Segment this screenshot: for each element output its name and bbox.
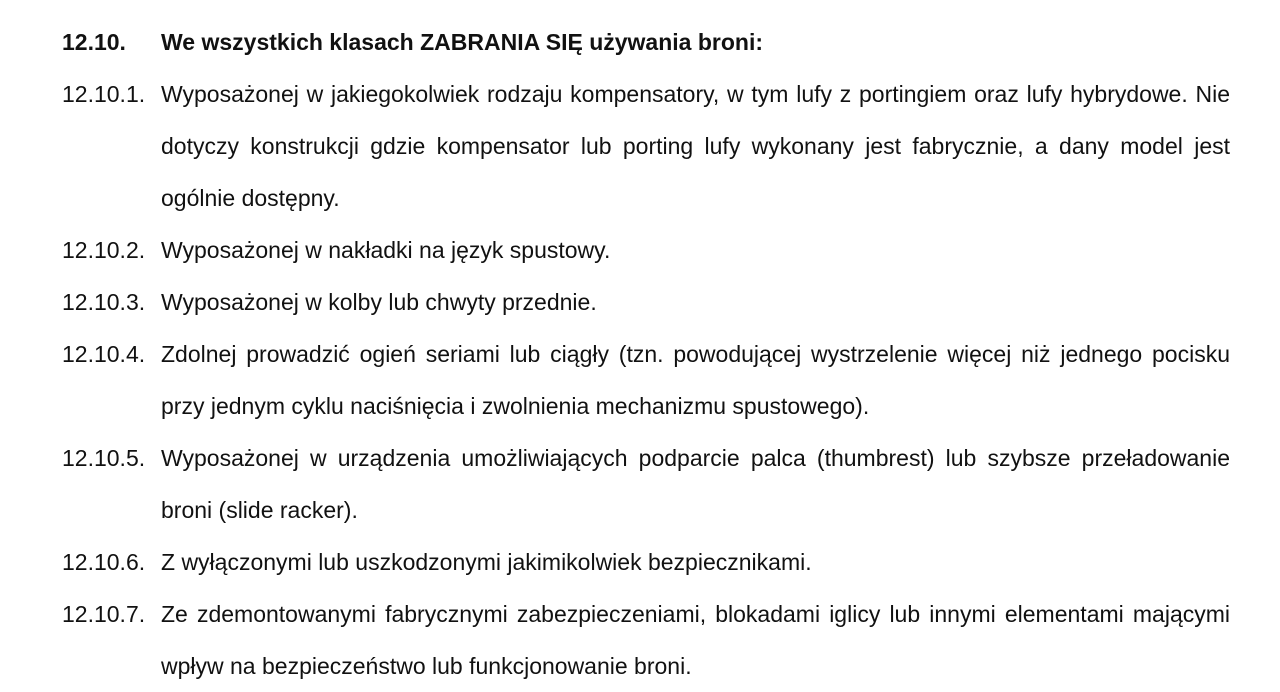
- item-text: Ze zdemontowanymi fabrycznymi zabezpieczeniami, blokadami iglicy lub innymi elementami mającymi wpływ na bezpieczeństwo lub funkcjonowanie broni.: [161, 601, 1230, 679]
- item-text: Wyposażonej w kolby lub chwyty przednie.: [161, 289, 597, 315]
- item-text: Z wyłączonymi lub uszkodzonymi jakimikolwiek bezpiecznikami.: [161, 549, 812, 575]
- list-item: [62, 276, 1230, 328]
- item-number: 12.10.4.: [62, 341, 146, 367]
- item-text: Wyposażonej w jakiegokolwiek rodzaju kompensatory, w tym lufy z portingiem oraz lufy hybrydowe. Nie dotyczy konstrukcji gdzie kompensator lub porting lufy wykonany jest fabrycznie, a dany model jest ogólnie dostępny.: [161, 81, 1230, 211]
- item-number: 12.10.2.: [62, 237, 146, 263]
- section-number: 12.10.: [62, 29, 126, 55]
- item-text: Wyposażonej w urządzenia umożliwiających podparcie palca (thumbrest) lub szybsze przeładowanie broni (slide racker).: [161, 445, 1230, 523]
- list-item: [62, 328, 1230, 432]
- item-text: Zdolnej prowadzić ogień seriami lub ciągły (tzn. powodującej wystrzelenie więcej niż jednego pocisku przy jednym cyklu naciśnięcia i zwolnienia mechanizmu spustowego).: [161, 341, 1230, 419]
- list-item: [62, 432, 1230, 536]
- list-item: [62, 588, 1230, 692]
- item-number: 12.10.3.: [62, 289, 146, 315]
- item-number: 12.10.5.: [62, 445, 146, 471]
- item-number: 12.10.7.: [62, 601, 146, 627]
- section-heading: [62, 16, 1230, 68]
- list-item: [62, 224, 1230, 276]
- section-title: We wszystkich klasach ZABRANIA SIĘ używania broni:: [161, 29, 763, 55]
- item-number: 12.10.6.: [62, 549, 146, 575]
- item-number: 12.10.1.: [62, 81, 146, 107]
- list-item: [62, 536, 1230, 588]
- list-item: [62, 68, 1230, 224]
- item-text: Wyposażonej w nakładki na język spustowy.: [161, 237, 611, 263]
